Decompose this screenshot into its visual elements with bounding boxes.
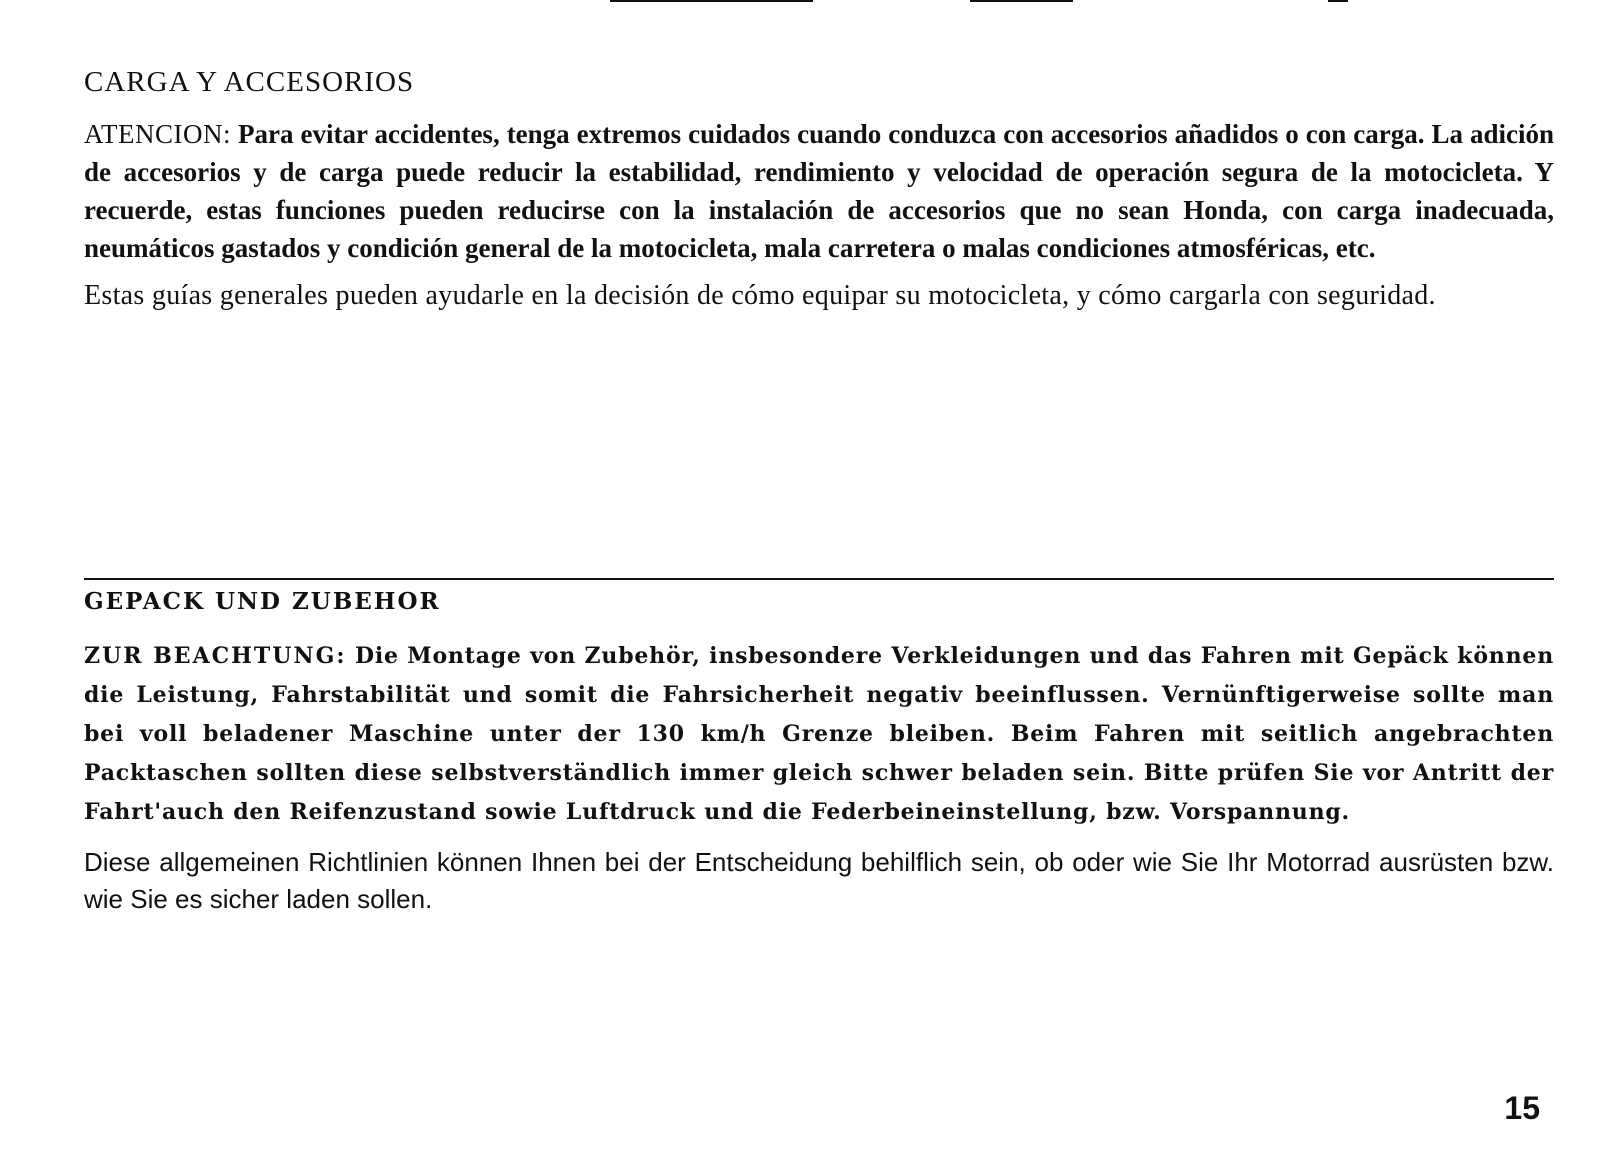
german-section <box>84 588 1554 918</box>
section-divider <box>84 578 1554 580</box>
german-guide-text: Diese allgemeinen Richtlinien können Ihnen bei der Entscheidung behilflich sein, ob oder wie Sie Ihr Motorrad ausrüsten bzw. wie Sie es sicher laden sollen. <box>84 847 1554 914</box>
spanish-section <box>84 66 1554 315</box>
german-heading: GEPACK UND ZUBEHOR <box>84 588 441 615</box>
spanish-warning-text: Para evitar accidentes, tenga extremos cuidados cuando conduzca con accesorios añadidos o con carga. La adición de accesorios y de carga puede reducir la estabilidad, rendimiento y velocidad de operación segura de la motocicleta. Y recuerde, estas funciones pueden reducirse con la instalación de accesorios que no sean Honda, con carga inadecuada, neumáticos gastados y condición general de la motocicleta, mala carretera o malas condiciones atmosféricas, etc. <box>84 119 1554 263</box>
spanish-warning-lead: ATENCION: <box>84 119 231 149</box>
german-warning-lead: ZUR BEACHTUNG: <box>84 643 347 669</box>
german-warning-text: Die Montage von Zubehör, insbesondere Verkleidungen und das Fahren mit Gepäck können die Leistung, Fahrstabilität und somit die Fahrsicherheit negativ beeinflussen. Vernünftigerweise sollte man bei voll beladener Maschine unter der 130 km/h Grenze bleiben. Beim Fahren mit seitlich angebrachten Packtaschen sollten diese selbstverständlich immer gleich schwer beladen sein. Bitte prüfen Sie vor Antritt der Fahrt'auch den Reifenzustand sowie Luftdruck und die Federbeineinstellung, bzw. Vorspannung. <box>84 643 1554 825</box>
top-rule-middle <box>970 0 1073 2</box>
page-number: 15 <box>1504 1090 1540 1126</box>
top-rule-left <box>610 0 813 2</box>
spanish-guide-text: Estas guías generales pueden ayudarle en la decisión de cómo equipar su motocicleta, y cómo cargarla con seguridad. <box>84 280 1436 311</box>
spanish-heading: CARGA Y ACCESORIOS <box>84 66 415 98</box>
top-rule-right <box>1328 0 1348 2</box>
spanish-warning <box>84 115 1554 267</box>
german-warning <box>84 637 1554 832</box>
